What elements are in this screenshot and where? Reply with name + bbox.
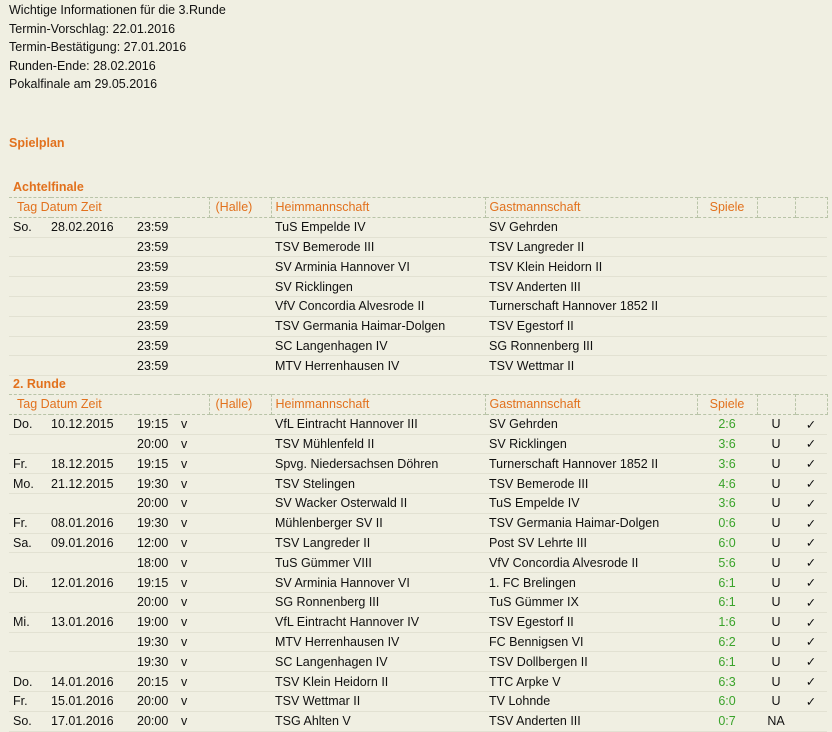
header-check bbox=[795, 395, 827, 415]
table-body bbox=[9, 198, 827, 376]
table-row bbox=[9, 257, 827, 277]
cell-gastmannschaft[interactable]: TSV Anderten III bbox=[485, 711, 697, 731]
cell-u bbox=[757, 277, 795, 297]
group-title-2-runde: 2. Runde bbox=[13, 377, 66, 391]
cell-u: U bbox=[757, 573, 795, 593]
cell-gastmannschaft[interactable]: 1. FC Brelingen bbox=[485, 573, 697, 593]
cell-u: U bbox=[757, 691, 795, 711]
cell-heimmannschaft[interactable]: VfL Eintracht Hannover IV bbox=[271, 612, 485, 632]
check-icon: ✓ bbox=[795, 454, 827, 474]
check-icon: ✓ bbox=[795, 434, 827, 454]
cell-u: U bbox=[757, 592, 795, 612]
cell-halle bbox=[209, 533, 271, 553]
table-row bbox=[9, 336, 827, 356]
cell-heimmannschaft[interactable]: TuS Empelde IV bbox=[271, 217, 485, 237]
cell-v: v bbox=[177, 592, 209, 612]
header-u bbox=[757, 395, 795, 415]
cell-gastmannschaft[interactable]: TSV Germania Haimar-Dolgen bbox=[485, 513, 697, 533]
cell-gastmannschaft[interactable]: VfV Concordia Alvesrode II bbox=[485, 553, 697, 573]
header-heimmannschaft: Heimmannschaft bbox=[271, 198, 485, 218]
table-row bbox=[9, 474, 827, 494]
cell-spiele[interactable]: 3:6 bbox=[697, 434, 757, 454]
cell-spiele[interactable]: 1:6 bbox=[697, 612, 757, 632]
cell-heimmannschaft[interactable]: MTV Herrenhausen IV bbox=[271, 632, 485, 652]
cell-halle bbox=[209, 691, 271, 711]
cell-tag: Fr. bbox=[9, 454, 51, 474]
cell-tag: So. bbox=[9, 711, 51, 731]
check-icon bbox=[795, 277, 827, 297]
cell-v: v bbox=[177, 612, 209, 632]
cell-v: v bbox=[177, 434, 209, 454]
check-icon: ✓ bbox=[795, 414, 827, 434]
cell-u bbox=[757, 356, 795, 376]
cell-spiele[interactable] bbox=[697, 257, 757, 277]
cell-gastmannschaft[interactable]: TSV Klein Heidorn II bbox=[485, 257, 697, 277]
table-row bbox=[9, 454, 827, 474]
cell-spiele[interactable]: 6:3 bbox=[697, 672, 757, 692]
cell-datum: 09.01.2016 bbox=[51, 533, 137, 553]
cell-zeit: 19:30 bbox=[137, 652, 177, 672]
check-icon bbox=[795, 217, 827, 237]
cell-halle bbox=[209, 217, 271, 237]
cell-gastmannschaft[interactable]: TuS Empelde IV bbox=[485, 493, 697, 513]
cell-halle bbox=[209, 316, 271, 336]
cell-gastmannschaft[interactable]: SG Ronnenberg III bbox=[485, 336, 697, 356]
cell-heimmannschaft[interactable]: SV Arminia Hannover VI bbox=[271, 257, 485, 277]
cell-tag bbox=[9, 277, 51, 297]
info-line-title: Wichtige Informationen für die 3.Runde bbox=[9, 3, 226, 17]
cell-datum bbox=[51, 553, 137, 573]
cell-heimmannschaft[interactable]: SC Langenhagen IV bbox=[271, 652, 485, 672]
cell-datum bbox=[51, 237, 137, 257]
table-row bbox=[9, 553, 827, 573]
table-row bbox=[9, 414, 827, 434]
cell-spiele[interactable]: 0:7 bbox=[697, 711, 757, 731]
table-row bbox=[9, 691, 827, 711]
cell-u: U bbox=[757, 672, 795, 692]
cell-heimmannschaft[interactable]: TSV Stelingen bbox=[271, 474, 485, 494]
info-line-runden-ende: Runden-Ende: 28.02.2016 bbox=[9, 58, 156, 73]
cell-u bbox=[757, 336, 795, 356]
group-title-achtelfinale: Achtelfinale bbox=[13, 180, 84, 194]
check-icon bbox=[795, 711, 827, 731]
table-row bbox=[9, 612, 827, 632]
check-icon bbox=[795, 356, 827, 376]
cell-halle bbox=[209, 632, 271, 652]
cell-v: v bbox=[177, 533, 209, 553]
cell-halle bbox=[209, 513, 271, 533]
table-row bbox=[9, 434, 827, 454]
cell-tag bbox=[9, 296, 51, 316]
header-tag-datum-zeit: Tag Datum Zeit bbox=[9, 198, 209, 218]
cell-halle bbox=[209, 414, 271, 434]
cell-heimmannschaft[interactable]: TSV Klein Heidorn II bbox=[271, 672, 485, 692]
cell-halle bbox=[209, 711, 271, 731]
cell-spiele[interactable]: 3:6 bbox=[697, 454, 757, 474]
cell-heimmannschaft[interactable]: VfL Eintracht Hannover III bbox=[271, 414, 485, 434]
check-icon bbox=[795, 237, 827, 257]
info-line-pokalfinale: Pokalfinale am 29.05.2016 bbox=[9, 77, 158, 91]
cell-spiele[interactable] bbox=[697, 237, 757, 257]
cell-datum: 14.01.2016 bbox=[51, 672, 137, 692]
cell-spiele[interactable]: 6:0 bbox=[697, 691, 757, 711]
cell-zeit: 23:59 bbox=[137, 217, 177, 237]
cell-halle bbox=[209, 257, 271, 277]
cell-datum: 15.01.2016 bbox=[51, 691, 137, 711]
cell-gastmannschaft[interactable]: TSV Langreder II bbox=[485, 237, 697, 257]
cell-heimmannschaft[interactable]: MTV Herrenhausen IV bbox=[271, 356, 485, 376]
cell-spiele[interactable]: 6:1 bbox=[697, 592, 757, 612]
check-icon: ✓ bbox=[795, 533, 827, 553]
table-row bbox=[9, 217, 827, 237]
cell-spiele[interactable]: 6:0 bbox=[697, 533, 757, 553]
cell-zeit: 19:00 bbox=[137, 612, 177, 632]
cell-v: v bbox=[177, 474, 209, 494]
cell-datum bbox=[51, 257, 137, 277]
cell-zeit: 20:00 bbox=[137, 691, 177, 711]
cell-gastmannschaft[interactable]: TSV Egestorf II bbox=[485, 316, 697, 336]
table-row bbox=[9, 237, 827, 257]
info-line-termin-bestaetigung: Termin-Bestätigung: 27.01.2016 bbox=[9, 40, 187, 54]
cell-halle bbox=[209, 652, 271, 672]
header-halle: (Halle) bbox=[209, 198, 271, 218]
cell-gastmannschaft[interactable]: TSV Wettmar II bbox=[485, 356, 697, 376]
check-icon: ✓ bbox=[795, 493, 827, 513]
cell-datum bbox=[51, 493, 137, 513]
cell-u: U bbox=[757, 414, 795, 434]
cell-tag bbox=[9, 316, 51, 336]
cell-v bbox=[177, 316, 209, 336]
cell-v bbox=[177, 237, 209, 257]
schedule-table-2-runde bbox=[9, 394, 828, 732]
check-icon: ✓ bbox=[795, 612, 827, 632]
cell-halle bbox=[209, 356, 271, 376]
cell-zeit: 19:15 bbox=[137, 573, 177, 593]
cell-v bbox=[177, 356, 209, 376]
table-row bbox=[9, 493, 827, 513]
table-row bbox=[9, 592, 827, 612]
cell-u: U bbox=[757, 513, 795, 533]
cell-v: v bbox=[177, 553, 209, 573]
table-row bbox=[9, 277, 827, 297]
cell-datum: 08.01.2016 bbox=[51, 513, 137, 533]
cell-tag bbox=[9, 356, 51, 376]
cell-zeit: 23:59 bbox=[137, 237, 177, 257]
cell-heimmannschaft[interactable]: Spvg. Niedersachsen Döhren bbox=[271, 454, 485, 474]
cell-u: U bbox=[757, 493, 795, 513]
cell-heimmannschaft[interactable]: SV Wacker Osterwald II bbox=[271, 493, 485, 513]
cell-u bbox=[757, 237, 795, 257]
cell-v bbox=[177, 217, 209, 237]
cell-zeit: 20:00 bbox=[137, 434, 177, 454]
cell-halle bbox=[209, 296, 271, 316]
table-row bbox=[9, 573, 827, 593]
cell-u: U bbox=[757, 454, 795, 474]
cell-datum: 21.12.2015 bbox=[51, 474, 137, 494]
cell-v: v bbox=[177, 672, 209, 692]
cell-halle bbox=[209, 474, 271, 494]
cell-u: U bbox=[757, 652, 795, 672]
cell-tag bbox=[9, 237, 51, 257]
cell-v bbox=[177, 277, 209, 297]
cell-u bbox=[757, 217, 795, 237]
cell-tag: Do. bbox=[9, 414, 51, 434]
cell-heimmannschaft[interactable]: VfV Concordia Alvesrode II bbox=[271, 296, 485, 316]
schedule-table-achtelfinale bbox=[9, 197, 828, 376]
header-spiele: Spiele bbox=[697, 395, 757, 415]
cell-heimmannschaft[interactable]: TSV Mühlenfeld II bbox=[271, 434, 485, 454]
table-body bbox=[9, 395, 827, 732]
cell-heimmannschaft[interactable]: SV Ricklingen bbox=[271, 277, 485, 297]
cell-halle bbox=[209, 592, 271, 612]
cell-spiele[interactable] bbox=[697, 296, 757, 316]
table-row bbox=[9, 356, 827, 376]
cell-heimmannschaft[interactable]: SV Arminia Hannover VI bbox=[271, 573, 485, 593]
cell-u: U bbox=[757, 553, 795, 573]
cell-u: NA bbox=[757, 711, 795, 731]
cell-spiele[interactable]: 6:1 bbox=[697, 652, 757, 672]
cell-spiele[interactable]: 4:6 bbox=[697, 474, 757, 494]
cell-heimmannschaft[interactable]: TSV Germania Haimar-Dolgen bbox=[271, 316, 485, 336]
cell-v bbox=[177, 257, 209, 277]
check-icon bbox=[795, 316, 827, 336]
cell-gastmannschaft[interactable]: TSV Anderten III bbox=[485, 277, 697, 297]
header-heimmannschaft: Heimmannschaft bbox=[271, 395, 485, 415]
cell-zeit: 20:00 bbox=[137, 493, 177, 513]
cell-gastmannschaft[interactable]: TSV Bemerode III bbox=[485, 474, 697, 494]
cell-zeit: 20:00 bbox=[137, 711, 177, 731]
cell-gastmannschaft[interactable]: Turnerschaft Hannover 1852 II bbox=[485, 296, 697, 316]
cell-spiele[interactable]: 3:6 bbox=[697, 493, 757, 513]
cell-datum bbox=[51, 296, 137, 316]
cell-tag bbox=[9, 434, 51, 454]
cell-heimmannschaft[interactable]: TuS Gümmer VIII bbox=[271, 553, 485, 573]
cell-u: U bbox=[757, 533, 795, 553]
cell-spiele[interactable]: 6:1 bbox=[697, 573, 757, 593]
cell-v: v bbox=[177, 691, 209, 711]
cell-spiele[interactable]: 2:6 bbox=[697, 414, 757, 434]
cell-zeit: 23:59 bbox=[137, 356, 177, 376]
cell-zeit: 19:15 bbox=[137, 454, 177, 474]
header-u bbox=[757, 198, 795, 218]
cell-halle bbox=[209, 454, 271, 474]
cell-heimmannschaft[interactable]: TSV Wettmar II bbox=[271, 691, 485, 711]
cell-zeit: 20:00 bbox=[137, 592, 177, 612]
cell-datum: 17.01.2016 bbox=[51, 711, 137, 731]
info-line-termin-vorschlag: Termin-Vorschlag: 22.01.2016 bbox=[9, 21, 176, 36]
cell-datum bbox=[51, 277, 137, 297]
header-spiele: Spiele bbox=[697, 198, 757, 218]
cell-tag bbox=[9, 632, 51, 652]
cell-zeit: 23:59 bbox=[137, 336, 177, 356]
cell-zeit: 23:59 bbox=[137, 277, 177, 297]
cell-datum: 13.01.2016 bbox=[51, 612, 137, 632]
cell-zeit: 19:30 bbox=[137, 474, 177, 494]
table-row bbox=[9, 296, 827, 316]
cell-spiele[interactable] bbox=[697, 277, 757, 297]
cell-zeit: 12:00 bbox=[137, 533, 177, 553]
check-icon: ✓ bbox=[795, 672, 827, 692]
check-icon: ✓ bbox=[795, 691, 827, 711]
cell-tag bbox=[9, 553, 51, 573]
cell-u: U bbox=[757, 632, 795, 652]
cell-tag: Fr. bbox=[9, 691, 51, 711]
header-gastmannschaft: Gastmannschaft bbox=[485, 395, 697, 415]
cell-tag bbox=[9, 592, 51, 612]
cell-zeit: 23:59 bbox=[137, 316, 177, 336]
cell-zeit: 23:59 bbox=[137, 296, 177, 316]
check-icon: ✓ bbox=[795, 474, 827, 494]
table-row bbox=[9, 652, 827, 672]
cell-datum: 12.01.2016 bbox=[51, 573, 137, 593]
cell-spiele[interactable]: 5:6 bbox=[697, 553, 757, 573]
cell-zeit: 19:30 bbox=[137, 632, 177, 652]
cell-gastmannschaft[interactable]: TuS Gümmer IX bbox=[485, 592, 697, 612]
cell-spiele[interactable] bbox=[697, 316, 757, 336]
cell-spiele[interactable] bbox=[697, 356, 757, 376]
cell-gastmannschaft[interactable]: SV Ricklingen bbox=[485, 434, 697, 454]
cell-zeit: 20:15 bbox=[137, 672, 177, 692]
spielplan-title: Spielplan bbox=[9, 136, 65, 150]
cell-tag: Mo. bbox=[9, 474, 51, 494]
table-row bbox=[9, 632, 827, 652]
cell-zeit: 23:59 bbox=[137, 257, 177, 277]
cell-v: v bbox=[177, 493, 209, 513]
check-icon: ✓ bbox=[795, 652, 827, 672]
header-halle: (Halle) bbox=[209, 395, 271, 415]
check-icon bbox=[795, 336, 827, 356]
cell-v bbox=[177, 336, 209, 356]
cell-v: v bbox=[177, 513, 209, 533]
cell-spiele[interactable] bbox=[697, 336, 757, 356]
cell-spiele[interactable]: 0:6 bbox=[697, 513, 757, 533]
cell-zeit: 19:30 bbox=[137, 513, 177, 533]
table-row bbox=[9, 533, 827, 553]
check-icon: ✓ bbox=[795, 632, 827, 652]
cell-datum bbox=[51, 356, 137, 376]
cell-heimmannschaft[interactable]: TSV Langreder II bbox=[271, 533, 485, 553]
cell-halle bbox=[209, 553, 271, 573]
cell-v: v bbox=[177, 573, 209, 593]
table-row bbox=[9, 316, 827, 336]
cell-datum bbox=[51, 652, 137, 672]
cell-tag: So. bbox=[9, 217, 51, 237]
cell-u bbox=[757, 296, 795, 316]
cell-spiele[interactable]: 6:2 bbox=[697, 632, 757, 652]
header-tag-datum-zeit: Tag Datum Zeit bbox=[9, 395, 209, 415]
cell-u: U bbox=[757, 474, 795, 494]
cell-halle bbox=[209, 672, 271, 692]
check-icon bbox=[795, 296, 827, 316]
check-icon: ✓ bbox=[795, 513, 827, 533]
cell-halle bbox=[209, 434, 271, 454]
cell-v: v bbox=[177, 711, 209, 731]
cell-datum: 10.12.2015 bbox=[51, 414, 137, 434]
cell-tag: Mi. bbox=[9, 612, 51, 632]
cell-gastmannschaft[interactable]: TSV Egestorf II bbox=[485, 612, 697, 632]
cell-halle bbox=[209, 336, 271, 356]
cell-datum bbox=[51, 336, 137, 356]
cell-gastmannschaft[interactable]: SV Gehrden bbox=[485, 217, 697, 237]
cell-v: v bbox=[177, 652, 209, 672]
table-header-row bbox=[9, 395, 827, 415]
cell-heimmannschaft[interactable]: SG Ronnenberg III bbox=[271, 592, 485, 612]
cell-gastmannschaft[interactable]: TSV Dollbergen II bbox=[485, 652, 697, 672]
cell-tag bbox=[9, 257, 51, 277]
cell-tag bbox=[9, 652, 51, 672]
cell-tag: Do. bbox=[9, 672, 51, 692]
cell-datum: 18.12.2015 bbox=[51, 454, 137, 474]
cell-gastmannschaft[interactable]: TTC Arpke V bbox=[485, 672, 697, 692]
cell-tag: Sa. bbox=[9, 533, 51, 553]
cell-datum bbox=[51, 592, 137, 612]
cell-gastmannschaft[interactable]: Turnerschaft Hannover 1852 II bbox=[485, 454, 697, 474]
cell-halle bbox=[209, 573, 271, 593]
cell-v bbox=[177, 296, 209, 316]
table-row bbox=[9, 711, 827, 731]
info-block bbox=[9, 1, 226, 94]
cell-v: v bbox=[177, 454, 209, 474]
cell-heimmannschaft[interactable]: TSV Bemerode III bbox=[271, 237, 485, 257]
cell-tag bbox=[9, 493, 51, 513]
cell-u bbox=[757, 316, 795, 336]
cell-u: U bbox=[757, 434, 795, 454]
cell-u: U bbox=[757, 612, 795, 632]
header-check bbox=[795, 198, 827, 218]
cell-u bbox=[757, 257, 795, 277]
cell-spiele[interactable] bbox=[697, 217, 757, 237]
cell-heimmannschaft[interactable]: SC Langenhagen IV bbox=[271, 336, 485, 356]
cell-zeit: 19:15 bbox=[137, 414, 177, 434]
check-icon bbox=[795, 257, 827, 277]
cell-datum bbox=[51, 632, 137, 652]
cell-v: v bbox=[177, 414, 209, 434]
cell-datum bbox=[51, 316, 137, 336]
cell-heimmannschaft[interactable]: Mühlenberger SV II bbox=[271, 513, 485, 533]
cell-tag: Fr. bbox=[9, 513, 51, 533]
cell-halle bbox=[209, 612, 271, 632]
cell-datum bbox=[51, 434, 137, 454]
table-header-row bbox=[9, 198, 827, 218]
cell-gastmannschaft[interactable]: TV Lohnde bbox=[485, 691, 697, 711]
check-icon: ✓ bbox=[795, 592, 827, 612]
cell-halle bbox=[209, 493, 271, 513]
header-gastmannschaft: Gastmannschaft bbox=[485, 198, 697, 218]
cell-heimmannschaft[interactable]: TSG Ahlten V bbox=[271, 711, 485, 731]
cell-tag: Di. bbox=[9, 573, 51, 593]
cell-v: v bbox=[177, 632, 209, 652]
cell-gastmannschaft[interactable]: Post SV Lehrte III bbox=[485, 533, 697, 553]
cell-datum: 28.02.2016 bbox=[51, 217, 137, 237]
cell-tag bbox=[9, 336, 51, 356]
cell-gastmannschaft[interactable]: SV Gehrden bbox=[485, 414, 697, 434]
cell-halle bbox=[209, 237, 271, 257]
table-row bbox=[9, 672, 827, 692]
check-icon: ✓ bbox=[795, 573, 827, 593]
check-icon: ✓ bbox=[795, 553, 827, 573]
table-row bbox=[9, 513, 827, 533]
cell-halle bbox=[209, 277, 271, 297]
cell-gastmannschaft[interactable]: FC Bennigsen VI bbox=[485, 632, 697, 652]
cell-zeit: 18:00 bbox=[137, 553, 177, 573]
